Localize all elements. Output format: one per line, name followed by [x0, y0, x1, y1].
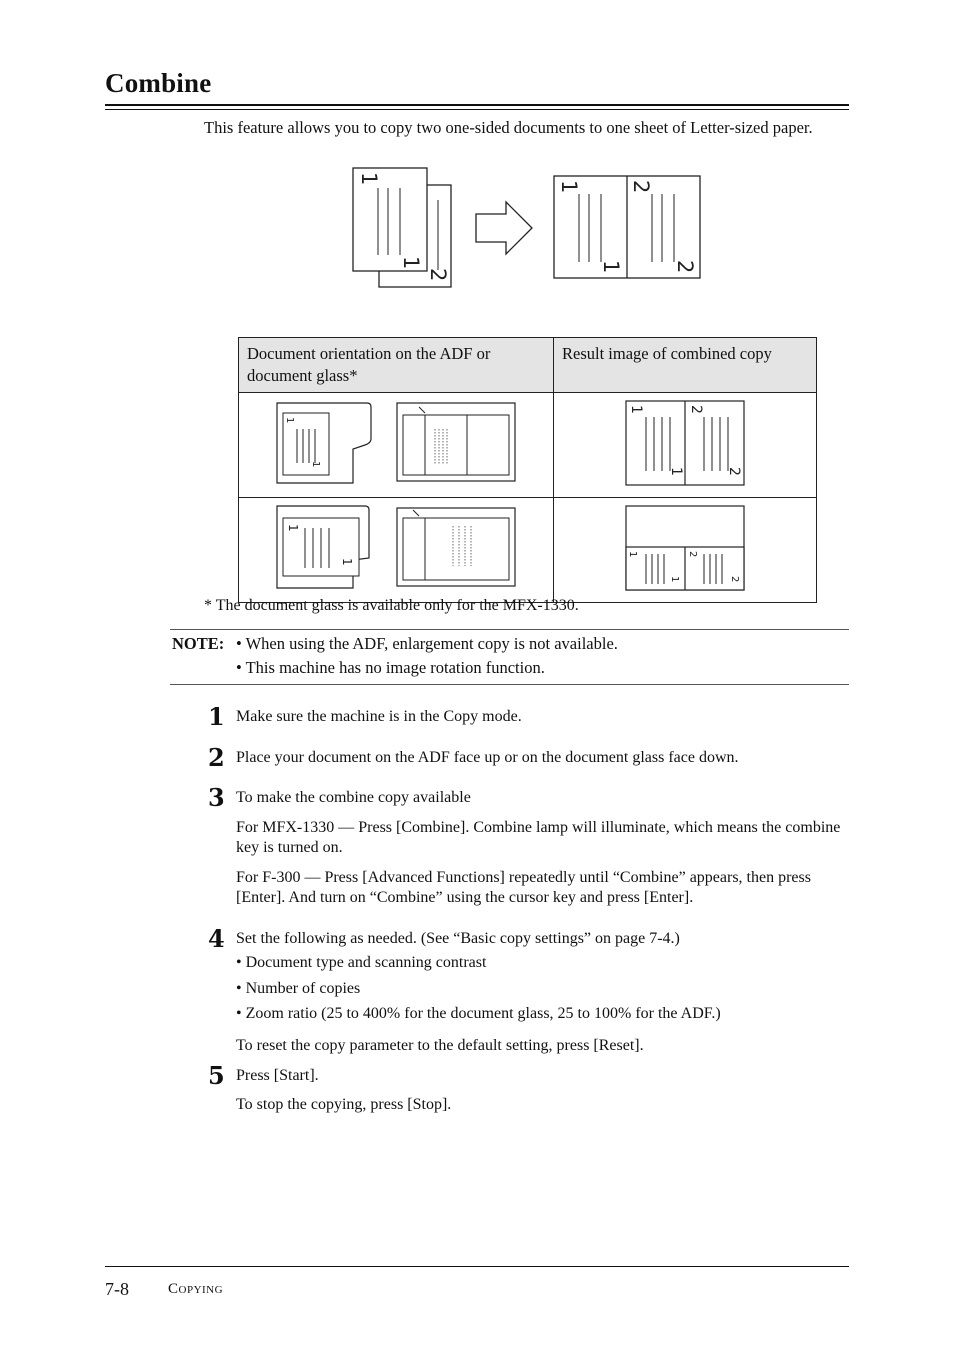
- svg-text:2: 2: [729, 576, 740, 583]
- page-number: 7-8: [105, 1279, 129, 1299]
- step-text: Place your document on the ADF face up or on the document glass face down.: [236, 749, 739, 766]
- table-footnote: * The document glass is available only for the MFX-1330.: [204, 597, 579, 614]
- step-bullet: • Number of copies: [236, 980, 361, 997]
- portrait-orientation-illustration: [239, 393, 553, 492]
- svg-text:1: 1: [340, 558, 354, 566]
- orientation-cell-landscape: [239, 498, 554, 603]
- svg-text:1: 1: [668, 467, 684, 476]
- svg-text:2: 2: [687, 551, 698, 558]
- table-header-result: Result image of combined copy: [554, 338, 817, 393]
- step-bullet: • Zoom ratio (25 to 400% for the document glass, 25 to 100% for the ADF.): [236, 1005, 721, 1022]
- step-text: Press [Start].: [236, 1067, 319, 1084]
- label-one: 1: [357, 172, 381, 186]
- svg-text:1: 1: [627, 551, 638, 558]
- svg-text:2: 2: [629, 180, 653, 194]
- svg-text:1: 1: [557, 180, 581, 194]
- svg-text:1: 1: [284, 417, 295, 424]
- note-rule-top: [170, 629, 849, 630]
- footer-rule: [105, 1266, 849, 1267]
- title-rule: [105, 104, 849, 106]
- combine-illustration: [340, 160, 720, 295]
- svg-text:2: 2: [726, 467, 742, 476]
- step-text: Make sure the machine is in the Copy mode.: [236, 708, 522, 725]
- landscape-orientation-illustration: [239, 498, 553, 597]
- step-number: 3: [208, 783, 225, 812]
- step-text: Set the following as needed. (See “Basic copy settings” on page 7-4.): [236, 930, 680, 947]
- note-item: • When using the ADF, enlargement copy is not available.: [236, 634, 618, 653]
- step-paragraph: To reset the copy parameter to the default setting, press [Reset].: [236, 1037, 644, 1054]
- note-rule-bottom: [170, 684, 849, 685]
- portrait-result-illustration: [554, 393, 816, 492]
- svg-text:2: 2: [688, 405, 704, 414]
- step-number: 2: [208, 743, 225, 772]
- svg-text:2: 2: [673, 260, 697, 274]
- arrow-right-icon: [476, 202, 532, 254]
- step-number: 5: [208, 1061, 225, 1090]
- orientation-cell-portrait: [239, 393, 554, 498]
- step-number: 1: [208, 702, 225, 731]
- label-one: 1: [399, 256, 423, 270]
- note-item: • This machine has no image rotation function.: [236, 658, 545, 677]
- svg-text:1: 1: [286, 524, 300, 532]
- label-two: 2: [426, 268, 450, 282]
- svg-text:1: 1: [310, 461, 321, 468]
- page-title: Combine: [105, 68, 212, 98]
- step-paragraph: For MFX-1330 — Press [Combine]. Combine lamp will illuminate, which means the combine key is turned on.: [236, 819, 841, 856]
- svg-text:1: 1: [599, 260, 623, 274]
- table-row: [239, 393, 817, 498]
- step-bullet: • Document type and scanning contrast: [236, 954, 487, 971]
- landscape-result-illustration: [554, 498, 816, 597]
- result-cell-portrait: [554, 393, 817, 498]
- table-row: [239, 498, 817, 603]
- step-paragraph: To stop the copying, press [Stop].: [236, 1096, 452, 1113]
- step-number: 4: [208, 924, 225, 953]
- note-label: NOTE:: [172, 634, 225, 653]
- step-text: To make the combine copy available: [236, 789, 471, 806]
- result-cell-landscape: [554, 498, 817, 603]
- section-name: Copying: [168, 1281, 224, 1297]
- intro-text: This feature allows you to copy two one-sided documents to one sheet of Letter-sized paper.: [204, 118, 813, 137]
- orientation-table: [238, 337, 817, 603]
- step-paragraph: For F-300 — Press [Advanced Functions] repeatedly until “Combine” appears, then press [Enter]. And turn on “Combine” using the cursor key and press [Enter].: [236, 869, 811, 906]
- title-rule-thin: [105, 109, 849, 110]
- svg-text:1: 1: [669, 576, 680, 583]
- svg-text:1: 1: [628, 405, 644, 414]
- table-header-orientation: Document orientation on the ADF or document glass*: [239, 338, 554, 393]
